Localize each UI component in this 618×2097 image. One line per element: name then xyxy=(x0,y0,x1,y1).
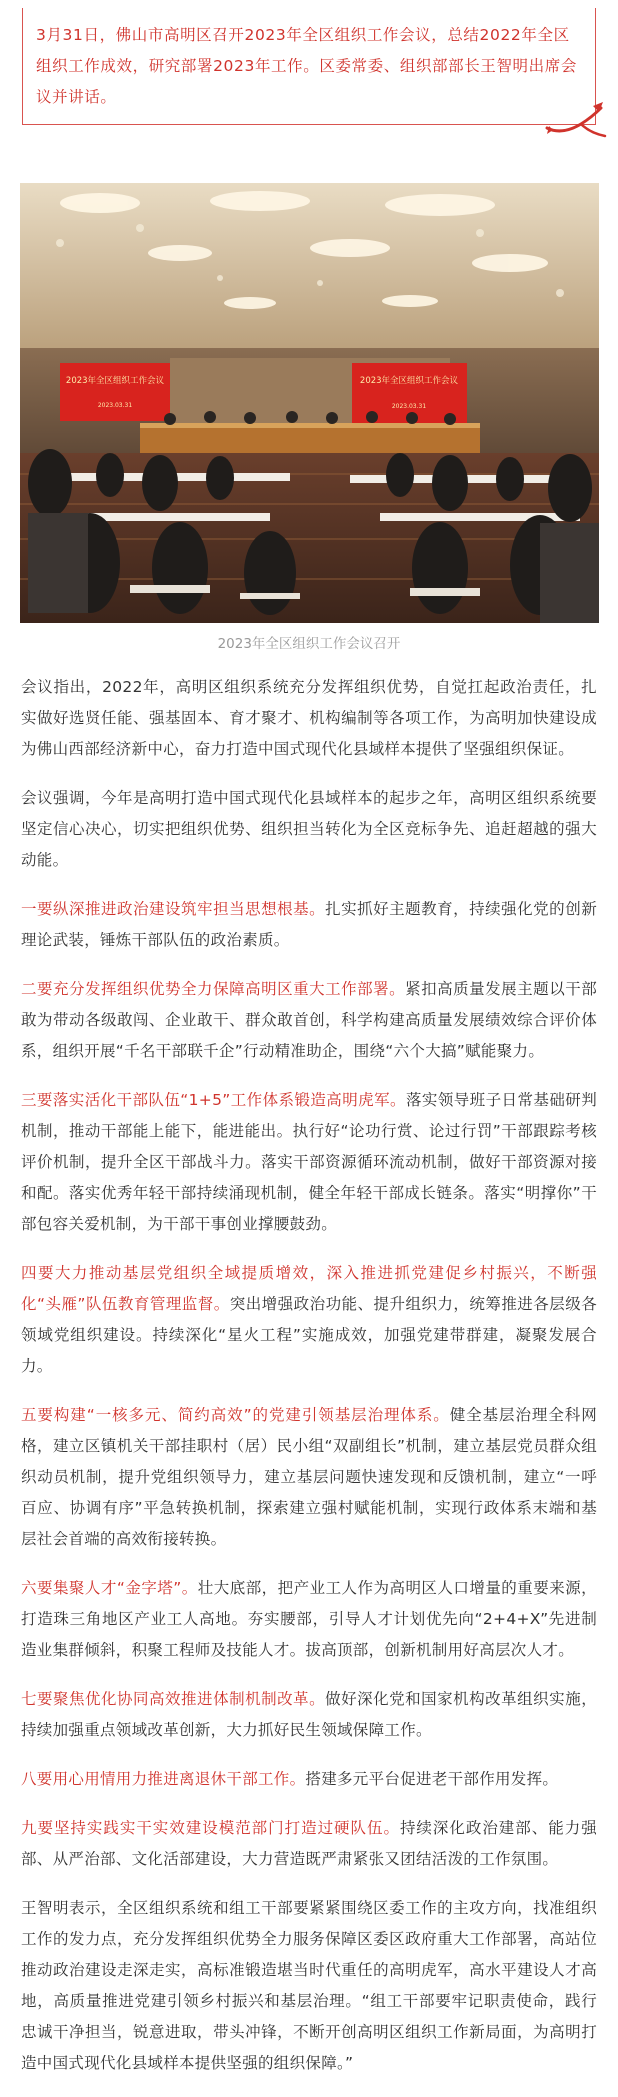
paragraph-closing: 王智明表示，全区组织系统和组工干部要紧紧围绕区委工作的主攻方向，找准组织工作的发力点，充分发挥组织优势全力服务保障区委区政府重大工作部署，高站位推动政治建设走深走实，高标准锻造堪当时代重任的高明虎军，高水平建设人才高地，高质量推进党建引领乡村振兴和基层治理。“组工干部要牢记职责使命，践行忠诚干净担当，锐意进取，带头冲锋，不断开创高明区组织工作新局面，为高明打造中国式现代化县域样本提供坚强的组织保障。” xyxy=(21,1899,597,2072)
point-heading: 七要聚焦优化协同高效推进体制机制改革。 xyxy=(21,1690,326,1708)
paragraph-summary: 会议指出，2022年，高明区组织系统充分发挥组织优势，自觉扛起政治责任，扎实做好选贤任能、强基固本、育才聚才、机构编制等各项工作，为高明加快建设成为佛山西部经济新中心，奋力打造中国式现代化县域样本提供了坚强组织保证。 xyxy=(21,678,597,758)
point-heading: 六要集聚人才“金字塔”。 xyxy=(21,1579,198,1597)
banner-left-title: 2023年全区组织工作会议 xyxy=(65,376,165,386)
paragraph-emphasis: 会议强调，今年是高明打造中国式现代化县域样本的起步之年，高明区组织系统要坚定信心决心，切实把组织优势、组织担当转化为全区竞标争先、追赶超越的强大动能。 xyxy=(21,789,597,869)
paragraph-point-1: 一要纵深推进政治建设筑牢担当思想根基。扎实抓好主题教育，持续强化党的创新理论武装，锤炼干部队伍的政治素质。 xyxy=(21,900,597,949)
point-heading: 二要充分发挥组织优势全力保障高明区重大工作部署。 xyxy=(21,980,406,998)
point-heading: 一要纵深推进政治建设筑牢担当思想根基。 xyxy=(21,900,326,918)
banner-right-date: 2023.03.31 xyxy=(391,403,427,410)
lead-paragraph: 3月31日，佛山市高明区召开2023年全区组织工作会议，总结2022年全区组织工作成效，研究部署2023年工作。区委常委、组织部部长王智明出席会议并讲话。 xyxy=(36,26,577,106)
point-heading: 八要用心用情用力推进离退休干部工作。 xyxy=(21,1770,306,1788)
paragraph-point-2: 二要充分发挥组织优势全力保障高明区重大工作部署。紧扣高质量发展主题以干部敢为带动各级敢闯、企业敢干、群众敢首创，科学构建高质量发展绩效综合评价体系，组织开展“千名干部联千企”行动精准助企，围绕“六个大搞”赋能聚力。 xyxy=(21,980,598,1060)
paragraph-point-5: 五要构建“一核多元、简约高效”的党建引领基层治理体系。健全基层治理全科网格，建立区镇机关干部挂职村（居）民小组“双副组长”机制，建立基层党员群众组织动员机制，提升党组织领导力，建立基层问题快速发现和反馈机制，建立“一呼百应、协调有序”平急转换机制，探索建立强村赋能机制，实现行政体系末端和基层社会首端的高效衔接转换。 xyxy=(21,1406,597,1548)
ribbon-decoration-icon xyxy=(545,100,615,150)
paragraph-point-9: 九要坚持实践实干实效建设模范部门打造过硬队伍。持续深化政治建部、能力强部、从严治部、文化活部建设，大力营造既严肃紧张又团结活泼的工作氛围。 xyxy=(21,1819,597,1868)
article-body xyxy=(21,672,597,2097)
paragraph-point-4: 四要大力推动基层党组织全域提质增效，深入推进抓党建促乡村振兴，不断强化“头雁”队伍教育管理监督。突出增强政治功能、提升组织力，统筹推进各层级各领域党组织建设。持续深化“星火工程”实施成效，加强党建带群建，凝聚发展合力。 xyxy=(21,1264,598,1375)
point-heading: 五要构建“一核多元、简约高效”的党建引领基层治理体系。 xyxy=(21,1406,450,1424)
paragraph-point-7: 七要聚焦优化协同高效推进体制机制改革。做好深化党和国家机构改革组织实施，持续加强重点领域改革创新，大力抓好民生领域保障工作。 xyxy=(21,1690,597,1739)
point-heading: 九要坚持实践实干实效建设模范部门打造过硬队伍。 xyxy=(21,1819,400,1837)
paragraph-point-3: 三要落实活化干部队伍“1+5”工作体系锻造高明虎军。落实领导班子日常基础研判机制，推动干部能上能下，能进能出。执行好“论功行赏、论过行罚”干部跟踪考核评价机制，提升全区干部战斗力。落实干部资源循环流动机制，做好干部资源对接和配。落实优秀年轻干部持续涌现机制，健全年轻干部成长链条。落实“明撑你”干部包容关爱机制，为干部干事创业撑腰鼓劲。 xyxy=(21,1091,597,1233)
point-heading: 四要大力推动基层党组织全域提质增效，深入推进抓党建促乡村振兴，不断强化“头雁”队伍教育管理监督。 xyxy=(21,1264,597,1313)
point-heading: 三要落实活化干部队伍“1+5”工作体系锻造高明虎军。 xyxy=(21,1091,406,1109)
photo-caption: 2023年全区组织工作会议召开 xyxy=(217,636,401,652)
paragraph-point-6: 六要集聚人才“金字塔”。壮大底部，把产业工人作为高明区人口增量的重要来源，打造珠三角地区产业工人高地。夯实腰部，引导人才计划优先向“2+4+X”先进制造业集群倾斜，积聚工程师及技能人才。拔高顶部，创新机制用好高层次人才。 xyxy=(21,1579,597,1659)
meeting-photo xyxy=(20,183,599,623)
banner-right-title: 2023年全区组织工作会议 xyxy=(359,376,459,386)
banner-left-date: 2023.03.31 xyxy=(97,402,133,409)
paragraph-point-8: 八要用心用情用力推进离退休干部工作。搭建多元平台促进老干部作用发挥。 xyxy=(21,1770,559,1788)
